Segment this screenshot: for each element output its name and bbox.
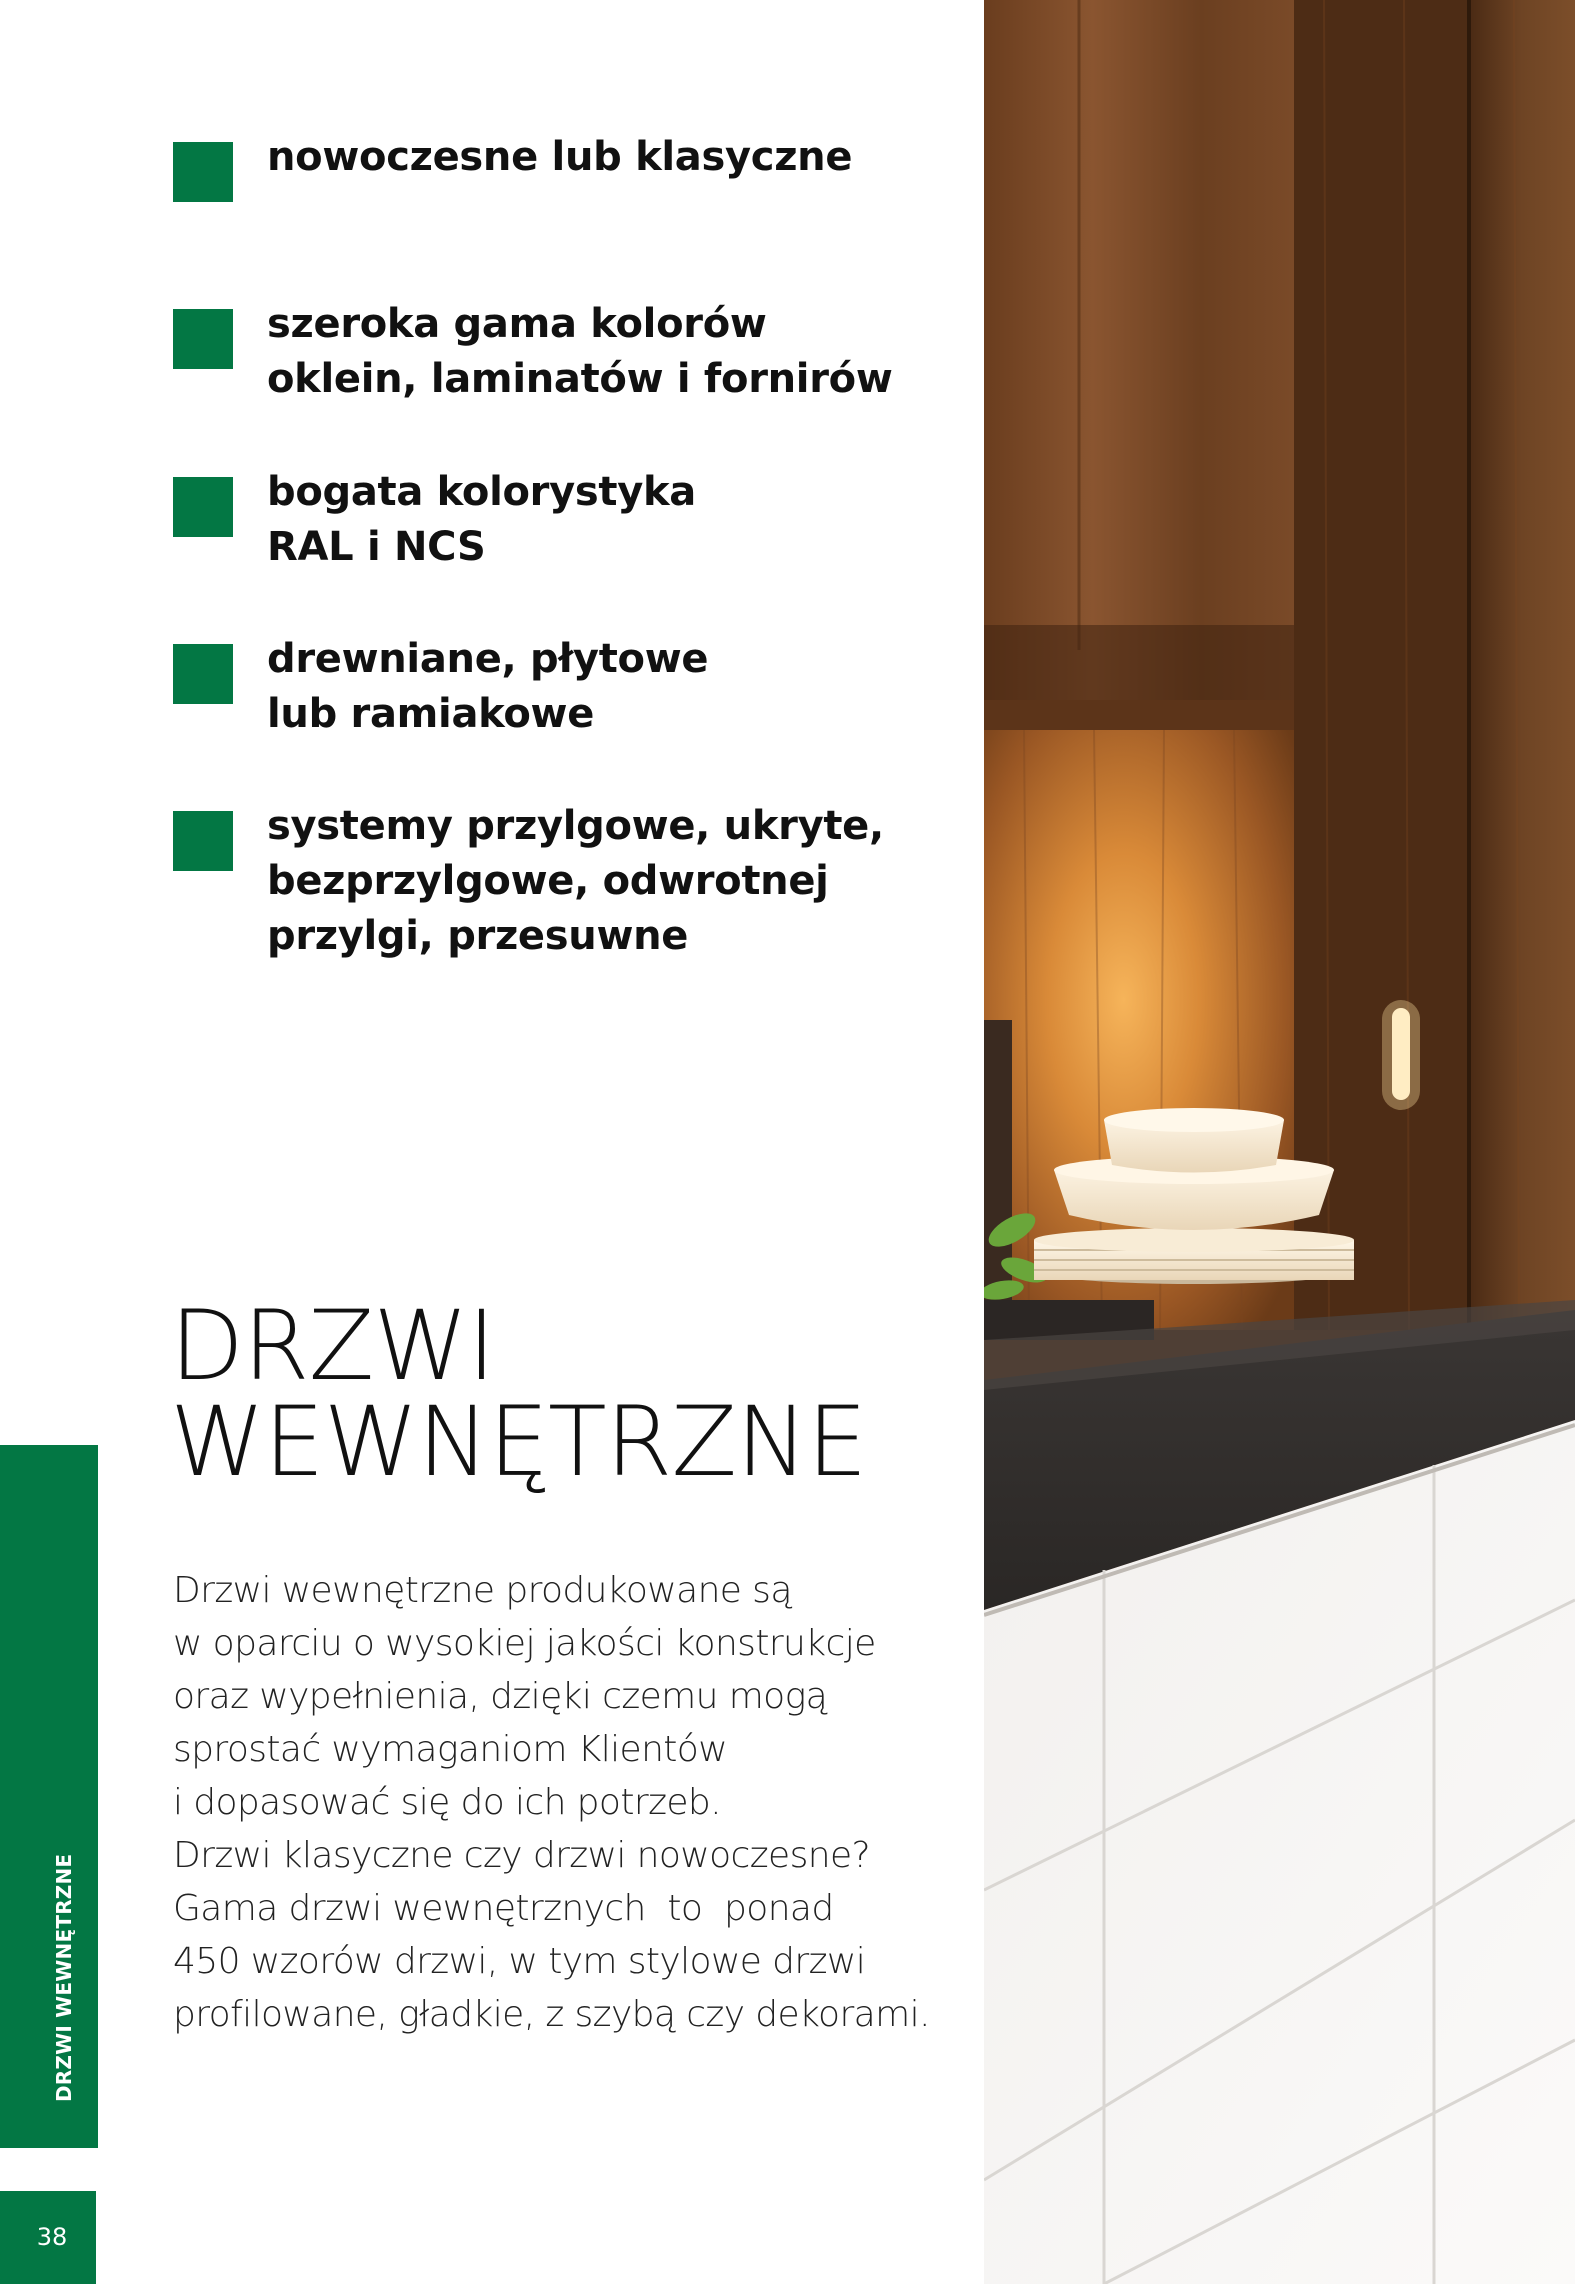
section-tab-label: DRZWI WEWNĘTRZNE	[52, 1853, 76, 2102]
description-line: profilowane, gładkie, z szybą czy dekorami.	[173, 1994, 930, 2035]
green-square-bullet-icon	[173, 644, 233, 704]
green-square-bullet-icon	[173, 309, 233, 369]
feature-line: RAL i NCS	[267, 524, 486, 570]
feature-line: lub ramiakowe	[267, 691, 595, 737]
page-number: 38	[36, 2223, 68, 2251]
feature-line: przylgi, przesuwne	[267, 913, 689, 959]
feature-line: bezprzylgowe, odwrotnej	[267, 858, 829, 904]
kitchen-photo-illustration	[984, 0, 1575, 2284]
green-square-bullet-icon	[173, 811, 233, 871]
feature-line: bogata kolorystyka	[267, 469, 696, 515]
page-title-line-1: DRZWI	[170, 1290, 495, 1402]
feature-text	[267, 130, 947, 185]
green-square-bullet-icon	[173, 477, 233, 537]
description-line: w oparciu o wysokiej jakości konstrukcje	[173, 1623, 876, 1664]
description-paragraph	[173, 1564, 953, 2041]
page-title-line-2: WEWNĘTRZNE	[170, 1386, 867, 1498]
feature-text	[267, 465, 947, 575]
page-number-box	[0, 2191, 96, 2284]
description-line: i dopasować się do ich potrzeb.	[173, 1782, 722, 1823]
description-line: 450 wzorów drzwi, w tym stylowe drzwi	[173, 1941, 866, 1982]
section-tab	[0, 1445, 98, 2148]
description-line: sprostać wymaganiom Klientów	[173, 1729, 728, 1770]
feature-line: oklein, laminatów i fornirów	[267, 356, 893, 402]
feature-line: szeroka gama kolorów	[267, 301, 767, 347]
feature-text	[267, 632, 947, 742]
description-line: Gama drzwi wewnętrznych to ponad	[173, 1888, 834, 1929]
feature-text	[267, 297, 947, 407]
kitchen-photo	[984, 0, 1575, 2284]
feature-line: drewniane, płytowe	[267, 636, 709, 682]
green-square-bullet-icon	[173, 142, 233, 202]
description-line: Drzwi klasyczne czy drzwi nowoczesne?	[173, 1835, 871, 1876]
description-line: Drzwi wewnętrzne produkowane są	[173, 1570, 792, 1611]
description-line: oraz wypełnienia, dzięki czemu mogą	[173, 1676, 828, 1717]
feature-text	[267, 799, 947, 964]
page-title	[170, 1290, 970, 1498]
feature-line: systemy przylgowe, ukryte,	[267, 803, 884, 849]
feature-line: nowoczesne lub klasyczne	[267, 134, 853, 180]
